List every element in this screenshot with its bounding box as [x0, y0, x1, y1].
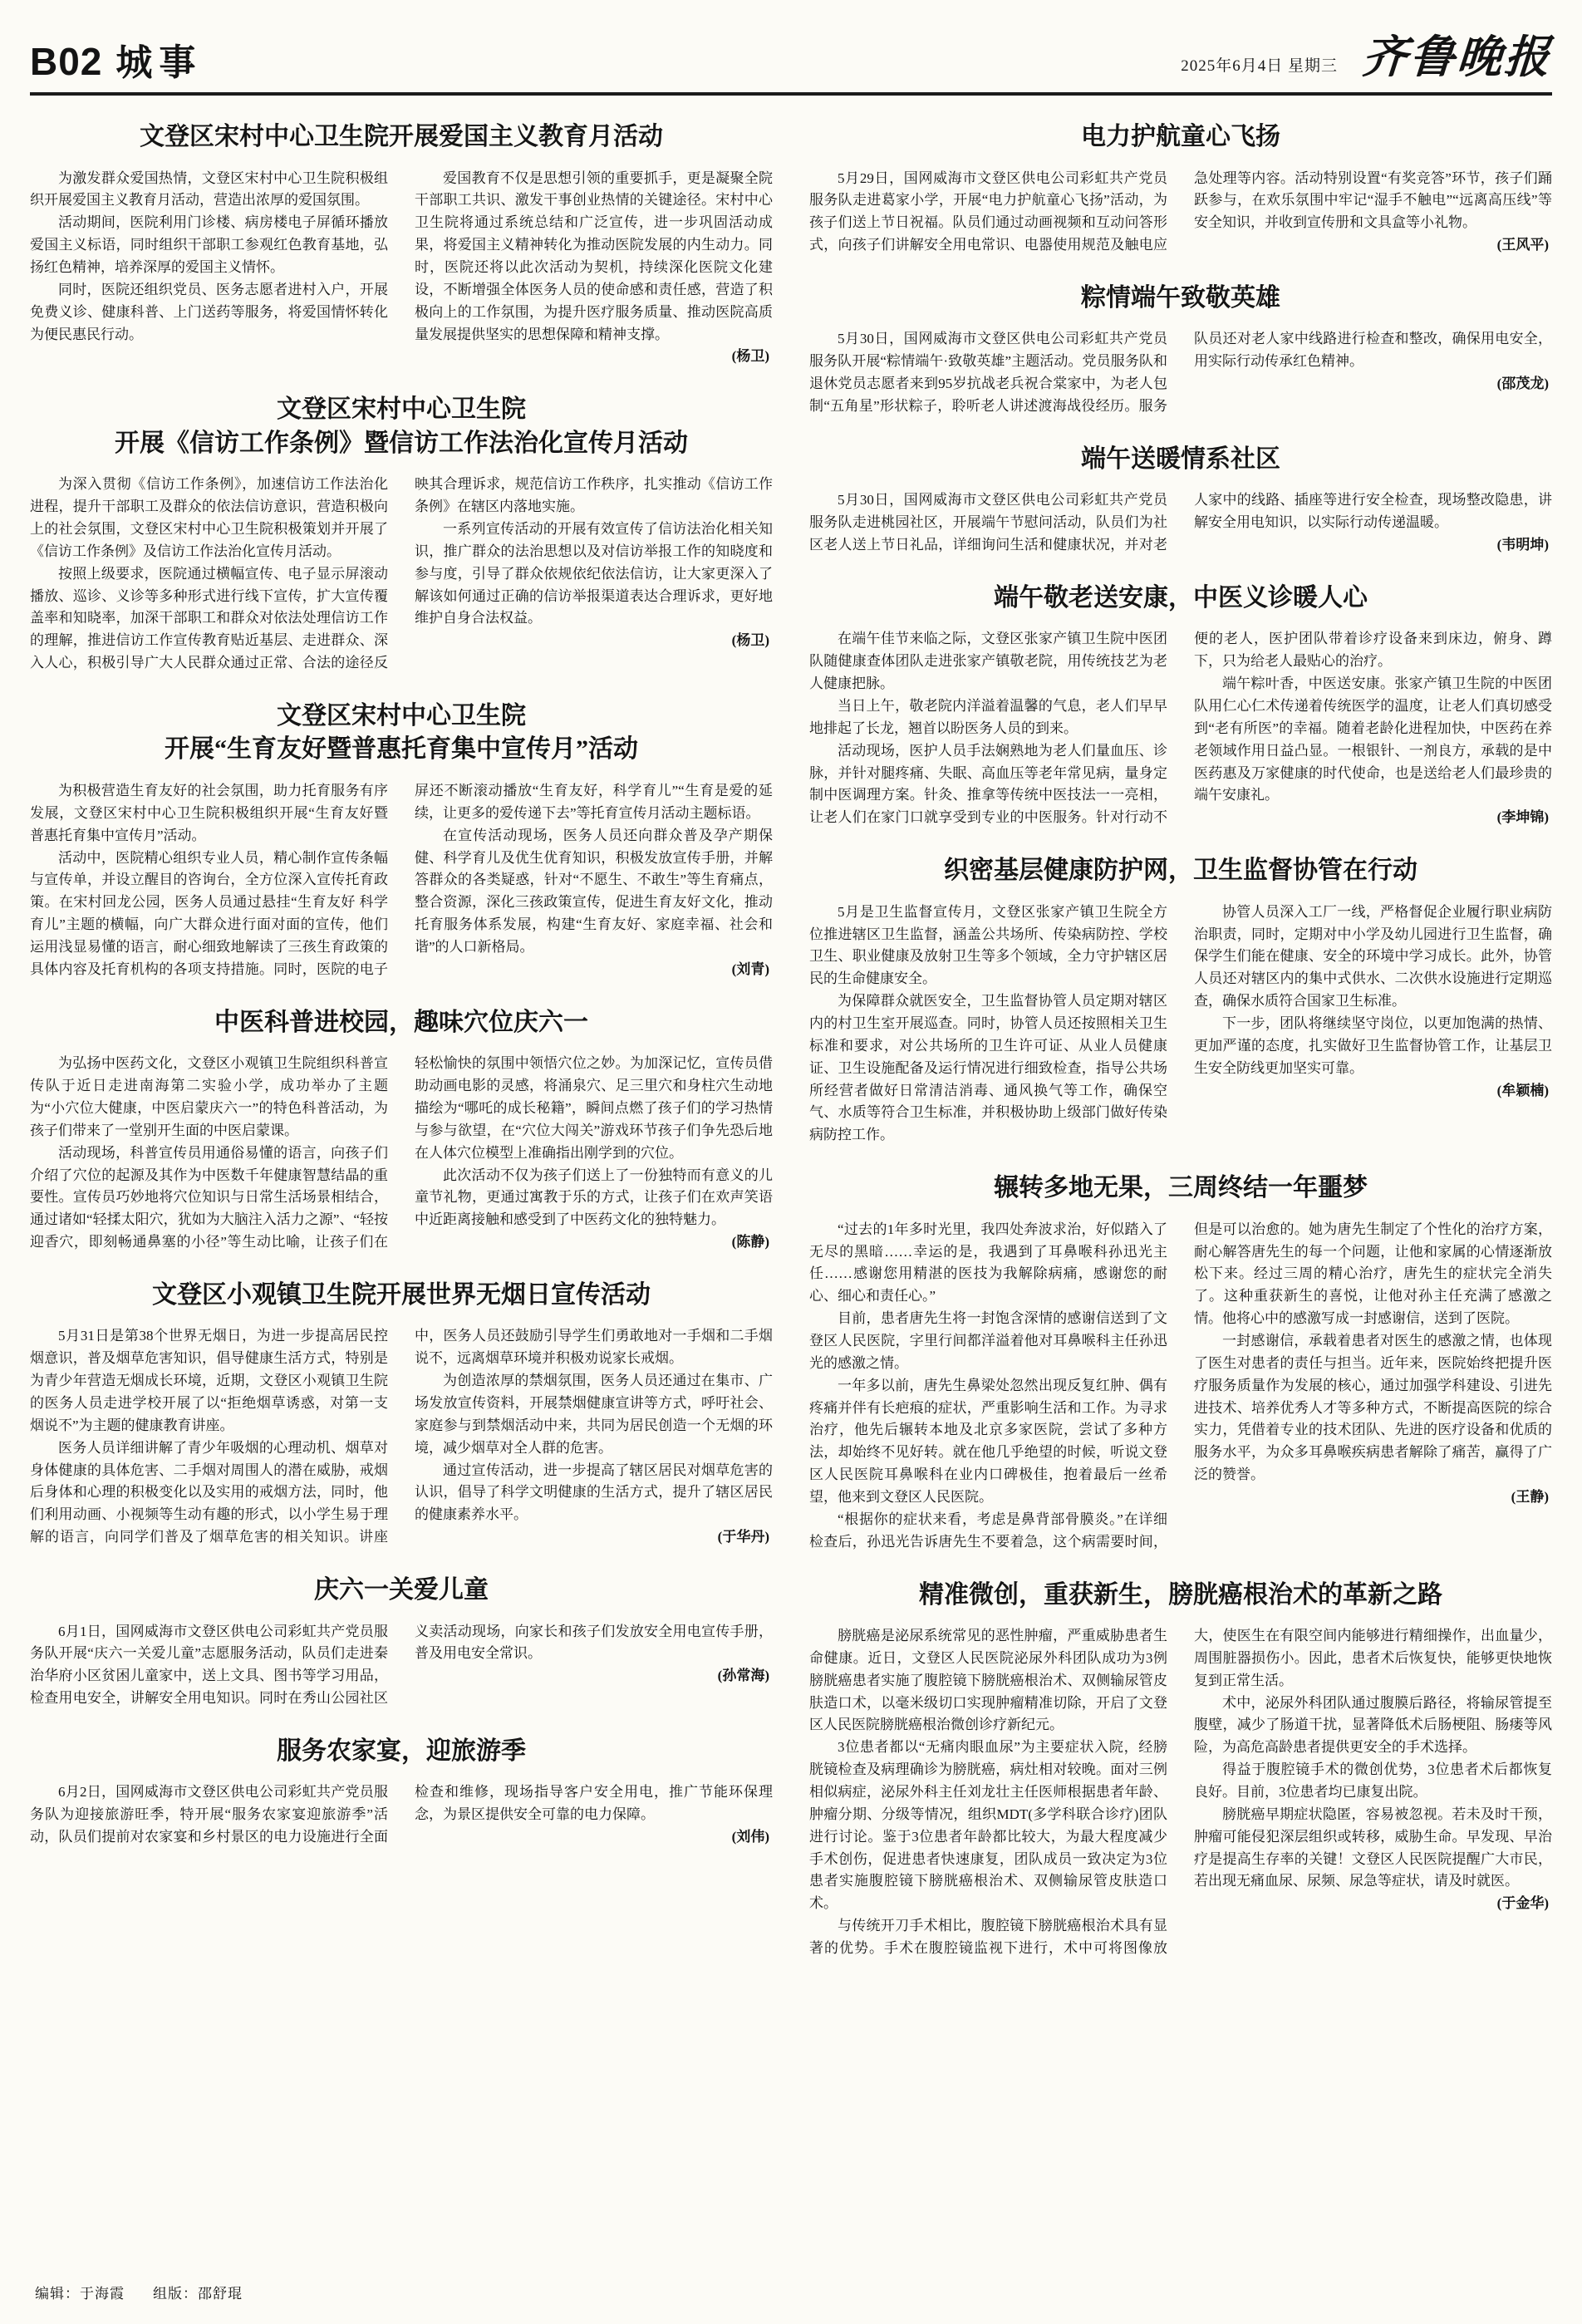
article-title-line: 文登区小观镇卫生院开展世界无烟日宣传活动 [152, 1280, 651, 1309]
article-title-line: 端午敬老送安康，中医义诊暖人心 [994, 583, 1368, 612]
article-paragraph: 为积极营造生育友好的社会氛围，助力托育服务有序发展，文登区宋村中心卫生院积极组织开展“生育友好暨普惠托育集中宣传月”活动。 [30, 782, 388, 843]
article-body [30, 1621, 773, 1710]
article [30, 1006, 773, 1254]
article-paragraph: 为创造浓厚的禁烟氛围，医务人员还通过在集市、广场发放宣传资料，开展禁烟健康宣讲等方式，呼吁社会、家庭参与到禁烟活动中来，共同为居民创造一个无烟的环境，减少烟草对全人群的危害。 [415, 1373, 773, 1456]
article-paragraph: 此次活动不仅为孩子们送上了一份独特而有意义的儿童节礼物，更通过寓教于乐的方式，让孩子们在欢声笑语中近距离接触和感受到了中医药文化的独特魅力。 [415, 1167, 773, 1228]
article-title [30, 1279, 773, 1313]
article-paragraph: 在宣传活动现场，医务人员还向群众普及孕产期保健、科学育儿及优生优育知识，积极发放宣传手册，并解答群众的各类疑惑，针对“不愿生、不敢生”等生育痛点，整合资源，深化三孩政策宣传，促进生育友好文化，推动托育服务体系发展，构建“生育友好、家庭幸福、社会和谐”的人口新格局。 [415, 827, 773, 955]
date-label: 2025年6月4日 星期三 [1181, 57, 1338, 75]
article [809, 1172, 1552, 1553]
article [30, 700, 773, 981]
article-paragraph: 6月1日，国网威海市文登区供电公司彩虹共产党员服务队开展“庆六一关爱儿童”志愿服务活动，队员们走进秦治华府小区贫困儿童家中，送上文具、图书等学习用品，检查用电安全，讲解安全用电知识。同时在秀山公园社区义卖活动现场，向家长和孩子们发放安全用电宣传手册，普及用电安全常识。 [30, 1623, 773, 1707]
article-title [30, 1735, 773, 1769]
article-byline: (邵茂龙) [1496, 376, 1549, 392]
article-title [30, 1574, 773, 1608]
article-title-line: 精准微创，重获新生，膀胱癌根治术的革新之路 [919, 1580, 1442, 1609]
right-column [809, 114, 1552, 1985]
article [30, 1279, 773, 1549]
article-title-line: 辗转多地无果，三周终结一年噩梦 [994, 1174, 1368, 1202]
article-paragraph: 一封感谢信，承载着患者对医生的感激之情，也体现了医生对患者的责任与担当。近年来，医院始终把提升医疗服务质量作为发展的核心，通过加强学科建设、引进先进技术、培养优秀人才等多种方式，不断提高医院的综合实力，凭借着专业的技术团队、先进的医疗设备和优质的服务水平，为众多耳鼻喉疾病患者解除了痛苦，赢得了广泛的赞誉。 [1194, 1332, 1552, 1483]
article-paragraph: 膀胱癌是泌尿系统常见的恶性肿瘤，严重威胁患者生命健康。近日，文登区人民医院泌尿外科团队成功为3例膀胱癌患者实施了腹腔镜下膀胱癌根治术、双侧输尿管皮肤造口术，以毫米级切口实现肿瘤精准切除，开启了文登区人民医院膀胱癌根治微创诊疗新纪元。 [809, 1628, 1167, 1733]
article-body [809, 489, 1552, 557]
article [30, 1574, 773, 1710]
masthead-logo: 齐鲁晚报 [1360, 32, 1554, 82]
article [809, 443, 1552, 557]
article-paragraph: 协管人员深入工厂一线，严格督促企业履行职业病防治职责，同时，定期对中小学及幼儿园进行卫生监督，确保学生们能在健康、安全的环境中学习成长。此外，协管人员还对辖区内的集中式供水、二次供水设施进行定期巡查，确保水质符合国家卫生标准。 [1194, 903, 1552, 1010]
article-body [30, 1325, 773, 1549]
article-title-line: 服务农家宴，迎旅游季 [277, 1737, 526, 1765]
article-body [809, 168, 1552, 257]
page-content [30, 96, 1552, 1985]
article-title-line: 开展《信访工作条例》暨信访工作法治化宣传月活动 [115, 429, 688, 457]
article-title [30, 1006, 773, 1040]
article-title-line: 文登区宋村中心卫生院 [277, 396, 526, 424]
article-byline: (刘青) [731, 961, 769, 977]
article-body [30, 780, 773, 981]
article-title-line: 端午送暖情系社区 [1081, 445, 1280, 473]
edition-label: B02 [30, 40, 103, 83]
article-paragraph: 6月2日，国网威海市文登区供电公司彩虹共产党员服务队为迎接旅游旺季，特开展“服务农家宴迎旅游季”活动，队员们提前对农家宴和乡村景区的电力设施进行全面检查和维修，现场指导客户安全用电，推广节能环保理念，为景区提供安全可靠的电力保障。 [30, 1784, 773, 1845]
section-title: 城事 [115, 42, 203, 83]
article [809, 582, 1552, 829]
article-paragraph: 当日上午，敬老院内洋溢着温馨的气息，老人们早早地排起了长龙，翘首以盼医务人员的到来。 [809, 698, 1167, 736]
article-paragraph: 5月29日，国网威海市文登区供电公司彩虹共产党员服务队走进葛家小学，开展“电力护航童心飞扬”活动，为孩子们送上节日祝福。队员们通过动画视频和互动问答形式，向孩子们讲解安全用电常识、电器使用规范及触电应急处理等内容。活动特别设置“有奖竞答”环节，孩子们踊跃参与，在欢乐氛围中牢记“湿手不触电”“远离高压线”等安全知识，并收到宣传册和文具盒等小礼物。 [809, 170, 1552, 253]
article-byline: (于华丹) [717, 1529, 769, 1545]
article-paragraph: 爱国教育不仅是思想引领的重要抓手，更是凝聚全院干部职工共识、激发干事创业热情的关键途径。宋村中心卫生院将通过系统总结和广泛宣传，进一步巩固活动成果，将爱国主义精神转化为推动医院发展的内生动力。同时，医院还将以此次活动为契机，持续深化医院文化建设，不断增强全体医务人员的使命感和责任感，营造了积极向上的工作氛围，为提升医疗服务质量、推动医院高质量发展提供坚实的思想保障和精神支撑。 [415, 170, 773, 342]
left-column [30, 114, 773, 1985]
article-paragraph: 下一步，团队将继续坚守岗位，以更加饱满的热情、更加严谨的态度，扎实做好卫生监督协管工作，让基层卫生安全防线更加坚实可靠。 [1194, 1015, 1552, 1076]
editor-credit: 编辑：于海霞 [35, 2286, 125, 2302]
article-title-line: 庆六一关爱儿童 [314, 1576, 489, 1604]
article-title [809, 120, 1552, 155]
article-paragraph: 活动中，医院精心组织专业人员，精心制作宣传条幅与宣传单，并设立醒目的咨询台，全方位深入宣传托育政策。在宋村回龙公园，医务人员通过悬挂“生育友好 科学育儿”主题的横幅，向广大群众进行面对面的宣传，他们运用浅显易懂的语言，耐心细致地解读了三孩生育政策的具体内容及托育机构的各项支持措施。同时，医院的电子屏还不断滚动播放“生育友好，科学育儿”“生育是爱的延续，让更多的爱传递下去”等托育宣传月活动主题标语。 [30, 782, 773, 977]
article [30, 120, 773, 368]
article-byline: (于金华) [1496, 1895, 1549, 1912]
article [809, 120, 1552, 257]
article-paragraph: 医务人员详细讲解了青少年吸烟的心理动机、烟草对身体健康的具体危害、二手烟对周围人的潜在威胁，戒烟后身体和心理的积极变化以及实用的戒烟方法，同时，他们利用动画、小视频等生动有趣的形式，以小学生易于理解的语言，向同学们普及了烟草危害的相关知识。讲座中，医务人员还鼓励引导学生们勇敢地对一手烟和二手烟说不，远离烟草环境并积极劝说家长戒烟。 [30, 1328, 773, 1545]
article-title-line: 织密基层健康防护网，卫生监督协管在行动 [944, 857, 1417, 885]
article-paragraph: 目前，患者唐先生将一封饱含深情的感谢信送到了文登区人民医院，字里行间都洋溢着他对耳鼻喉科主任孙迅光的感激之情。 [809, 1310, 1167, 1371]
article-byline: (王风平) [1496, 237, 1549, 253]
article-paragraph: 膀胱癌早期症状隐匿，容易被忽视。若未及时干预，肿瘤可能侵犯深层组织或转移，威胁生命。早发现、早治疗是提高生存率的关键！文登区人民医院提醒广大市民，若出现无痛血尿、尿频、尿急等症状，请及时就医。 [1194, 1806, 1552, 1889]
article-paragraph: “过去的1年多时光里，我四处奔波求治，好似踏入了无尽的黑暗……幸运的是，我遇到了耳鼻喉科孙迅光主任……感谢您用精湛的医技为我解除病痛，感谢您的耐心、细心和责任心。” [809, 1221, 1167, 1304]
article-paragraph: 为弘扬中医药文化，文登区小观镇卫生院组织科普宣传队于近日走进南海第二实验小学，成功举办了主题为“小穴位大健康，中医启蒙庆六一”的特色科普活动，为孩子们带来了一堂别开生面的中医启蒙课。 [30, 1055, 388, 1138]
article-title [809, 443, 1552, 477]
header-right [1181, 22, 1552, 86]
article-title [30, 700, 773, 767]
article-title-line: 粽情端午致敬英雄 [1081, 283, 1280, 312]
article-paragraph: 术中，泌尿外科团队通过腹膜后路径，将输尿管提至腹壁，减少了肠道干扰，显著降低术后肠梗阻、肠瘘等风险，为高危高龄患者提供更安全的手术选择。 [1194, 1694, 1552, 1756]
article-title [809, 582, 1552, 616]
article-title-line: 文登区宋村中心卫生院 [277, 701, 526, 730]
article-paragraph: 5月30日，国网威海市文登区供电公司彩虹共产党员服务队走进桃园社区，开展端午节慰问活动，队员们为社区老人送上节日礼品，详细询问生活和健康状况，并对老人家中的线路、插座等进行安全检查，现场整改隐患，讲解安全用电知识，以实际行动传递温暖。 [809, 492, 1552, 553]
article-title [809, 1172, 1552, 1206]
article-byline: (杨卫) [731, 348, 769, 365]
article-paragraph: 活动现场，科普宣传员用通俗易懂的语言，向孩子们介绍了穴位的起源及其作为中医数千年健康智慧结晶的重要性。宣传员巧妙地将穴位知识与日常生活场景相结合，通过诸如“轻揉太阳穴，犹如为大脑注入活力之源”、“轻按迎香穴，即刻畅通鼻塞的小径”等生动比喻，让孩子们在轻松愉快的氛围中领悟穴位之妙。为加深记忆，宣传员借助动画电影的灵感，将涌泉穴、足三里穴和身柱穴生动地描绘为“哪吒的成长秘籍”，瞬间点燃了孩子们的学习热情与参与欲望，在“穴位大闯关”游戏环节孩子们争先恐后地在人体穴位模型上准确指出刚学到的穴位。 [30, 1055, 773, 1250]
article-paragraph: 在端午佳节来临之际，文登区张家产镇卫生院中医团队随健康查体团队走进张家产镇敬老院，用传统技艺为老人健康把脉。 [809, 631, 1167, 692]
article-title [809, 854, 1552, 888]
article-body [30, 474, 773, 675]
article-byline: (孙常海) [717, 1668, 769, 1684]
article-title-line: 中医科普进校园，趣味穴位庆六一 [214, 1008, 588, 1036]
article-body [809, 1219, 1552, 1554]
article-body [30, 1781, 773, 1849]
article-paragraph: 得益于腹腔镜手术的微创优势，3位患者术后都恢复良好。目前，3位患者均已康复出院。 [1194, 1761, 1552, 1801]
article-paragraph: 为保障群众就医安全，卫生监督协管人员定期对辖区内的村卫生室开展巡查。同时，协管人员还按照相关卫生标准和要求，对公共场所的卫生许可证、从业人员健康证、卫生设施配备及运行情况进行细致检查，指导公共场所经营者做好日常清洁消毒、通风换气等工作，确保空气、水质等符合卫生标准，并积极协助上级部门做好传染病防控工作。 [809, 993, 1167, 1143]
article-byline: (牟颖楠) [1496, 1082, 1549, 1098]
article-paragraph: 为激发群众爱国热情，文登区宋村中心卫生院积极组织开展爱国主义教育月活动，营造出浓厚的爱国氛围。 [30, 170, 388, 209]
article-body [30, 168, 773, 369]
article-paragraph: 按照上级要求，医院通过横幅宣传、电子显示屏滚动播放、巡诊、义诊等多种形式进行线下宣传，扩大宣传覆盖率和知晓率，加深干部职工和群众对依法处理信访工作的理解，推进信访工作宣传教育贴近基层、走进群众、深入人心，积极引导广大人民群众通过正常、合法的途径反映其合理诉求，规范信访工作秩序，扎实推动《信访工作条例》在辖区内落地实施。 [30, 476, 773, 671]
article-paragraph: 与传统开刀手术相比，腹腔镜下膀胱癌根治术具有显著的优势。手术在腹腔镜监视下进行，术中可将图像放大，使医生在有限空间内能够进行精细操作，出血量少，周围脏器损伤小。因此，患者术后恢复快，能够更快地恢复到正常生活。 [809, 1628, 1552, 1957]
article-paragraph: 一年多以前，唐先生鼻梁处忽然出现反复红肿、偶有疼痛并伴有长疤痕的症状，严重影响生活和工作。为寻求治疗，他先后辗转本地及北京多家医院，尝试了多种方法，却始终不见好转。就在他几乎绝望的时候，听说文登区人民医院耳鼻喉科在业内口碑极佳，抱着最后一丝希望，他来到文登区人民医院。 [809, 1377, 1167, 1505]
article-title [30, 393, 773, 460]
article-byline: (杨卫) [731, 632, 769, 649]
article-body [809, 1625, 1552, 1960]
article-paragraph: 5月是卫生监督宣传月，文登区张家产镇卫生院全方位推进辖区卫生监督，涵盖公共场所、传染病防控、学校卫生、职业健康及放射卫生等多个领域，全力守护辖区居民的生命健康安全。 [809, 903, 1167, 987]
article-title-line: 开展“生育友好暨普惠托育集中宣传月”活动 [165, 735, 638, 764]
header-left [30, 32, 202, 86]
article-title-line: 电力护航童心飞扬 [1081, 123, 1280, 150]
article-byline: (刘伟) [731, 1829, 769, 1845]
article-body [30, 1053, 773, 1254]
article-paragraph: 通过宣传活动，进一步提高了辖区居民对烟草危害的认识，倡导了科学文明健康的生活方式，提升了辖区居民的健康素养水平。 [415, 1462, 773, 1523]
article-paragraph: 5月31日是第38个世界无烟日，为进一步提高居民控烟意识，普及烟草危害知识，倡导健康生活方式，特别是为青少年营造无烟成长环境，近期，文登区小观镇卫生院的医务人员走进学校开展了以“拒绝烟草诱惑，对第一支烟说不”为主题的健康教育讲座。 [30, 1328, 388, 1433]
article-paragraph: 5月30日，国网威海市文登区供电公司彩虹共产党员服务队开展“粽情端午·致敬英雄”主题活动。党员服务队和退休党员志愿者来到95岁抗战老兵祝合棠家中，为老人包制“五角星”形状粽子，聆听老人讲述渡海战役经历。服务队员还对老人家中线路进行检查和整改，确保用电安全，用实际行动传承红色精神。 [809, 331, 1552, 415]
typesetter-credit: 组版：邵舒琨 [153, 2286, 243, 2302]
article-byline: (陈静) [731, 1234, 769, 1250]
article [809, 1579, 1552, 1960]
article [30, 393, 773, 675]
article-paragraph: 3位患者都以“无痛肉眼血尿”为主要症状入院，经膀胱镜检查及病理确诊为膀胱癌，病灶相对较晚。面对三例相似病症，泌尿外科主任刘龙壮主任医师根据患者年龄、肿瘤分期、分级等情况，组织MDT(多学科联合诊疗)团队进行讨论。鉴于3位患者年龄都比较大，为最大程度减少手术创伤，促进患者快速康复，团队成员一致决定为3位患者实施腹腔镜下膀胱癌根治术、双侧输尿管皮肤造口术。 [809, 1739, 1167, 1912]
article-paragraph: 端午粽叶香，中医送安康。张家产镇卫生院的中医团队用仁心仁术传递着传统医学的温度，让老人们真切感受到“老有所医”的幸福。随着老龄化进程加快，中医药在养老领域作用日益凸显。一根银针、一剂良方，承载的是中医药惠及万家健康的时代使命，也是送给老人们最珍贵的端午安康礼。 [1194, 676, 1552, 803]
article-paragraph: 一系列宣传活动的开展有效宣传了信访法治化相关知识，推广群众的法治思想以及对信访举报工作的知晓度和参与度，引导了群众依规依纪依法信访，让大家更深入了解该如何通过正确的信访举报渠道表达合理诉求，更好地维护自身合法权益。 [415, 520, 773, 626]
article-body [809, 328, 1552, 417]
article-body [809, 902, 1552, 1147]
article-byline: (李坤锦) [1496, 809, 1549, 826]
article [809, 282, 1552, 418]
article-paragraph: 为深入贯彻《信访工作条例》，加速信访工作法治化进程，提升干部职工及群众的依法信访意识，营造积极向上的社会氛围，文登区宋村中心卫生院积极策划并开展了《信访工作条例》及信访工作法治化宣传月活动。 [30, 476, 388, 559]
article-paragraph: 活动现场，医护人员手法娴熟地为老人们量血压、诊脉，并针对腿疼痛、失眠、高血压等老年常见病，量身定制中医调理方案。针灸、推拿等传统中医技法一一亮相，让老人们在家门口就享受到专业的中医服务。针对行动不便的老人，医护团队带着诊疗设备来到床边，俯身、蹲下，只为给老人最贴心的治疗。 [809, 631, 1552, 826]
article-body [809, 628, 1552, 829]
page-footer [35, 2282, 243, 2302]
article-paragraph: 活动期间，医院利用门诊楼、病房楼电子屏循环播放爱国主义标语，同时组织干部职工参观红色教育基地，弘扬红色精神，培养深厚的爱国主义情怀。 [30, 214, 388, 275]
article-byline: (王静) [1511, 1488, 1549, 1505]
article [30, 1735, 773, 1849]
page-header [30, 22, 1552, 92]
article-paragraph: 同时，医院还组织党员、医务志愿者进村入户，开展免费义诊、健康科普、上门送药等服务，将爱国情怀转化为便民惠民行动。 [30, 281, 388, 342]
article-title [809, 282, 1552, 316]
article-title [809, 1579, 1552, 1613]
article-paragraph: “根据你的症状来看，考虑是鼻背部骨膜炎。”在详细检查后，孙迅光告诉唐先生不要着急，这个病需要时间，但是可以治愈的。她为唐先生制定了个性化的治疗方案，耐心解答唐先生的每一个问题，让他和家属的心情逐渐放松下来。经过三周的精心治疗，唐先生的症状完全消失了。这种重获新生的喜悦，让他对孙主任充满了感激之情。他将心中的感激写成一封感谢信，送到了医院。 [809, 1221, 1552, 1550]
article-byline: (韦明坤) [1496, 537, 1549, 553]
article [809, 854, 1552, 1147]
article-title [30, 120, 773, 155]
article-title-line: 文登区宋村中心卫生院开展爱国主义教育月活动 [140, 123, 663, 150]
